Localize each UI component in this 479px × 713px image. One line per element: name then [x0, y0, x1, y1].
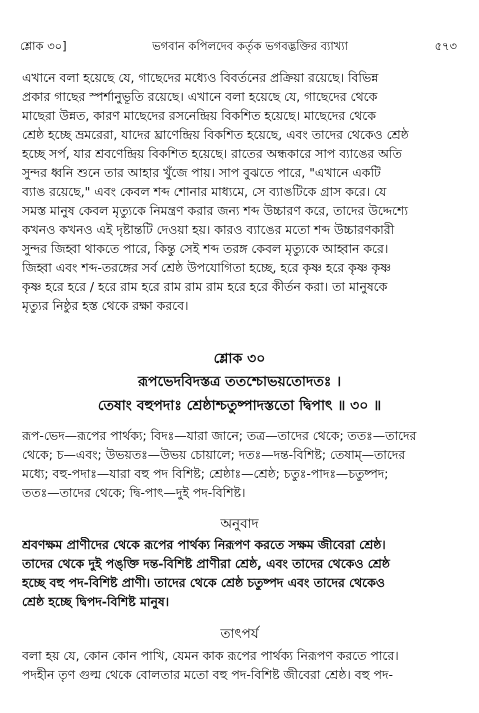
synonyms-line: ততঃ—তাদের থেকে; দ্বি-পাৎ—দুই পদ-বিশিষ্ট।	[22, 485, 246, 500]
header-page-number: ৫৭৩	[434, 39, 457, 53]
header-chapter-title: ভগবান কপিলদেব কর্তৃক ভগবদ্ভক্তির ব্যাখ্যা	[152, 39, 348, 53]
intro-line: মৃত্যুর নিষ্ঠুর হস্ত থেকে রক্ষা করবে।	[22, 298, 189, 313]
intro-line: জিহ্বা এবং শব্দ-তরঙ্গের সর্ব শ্রেষ্ঠ উপযোগিতা হচ্ছে, হরে কৃষ্ণ হরে কৃষ্ণ কৃষ্ণ	[22, 260, 391, 275]
purport-line: বলা হয় যে, কোন কোন পাখি, যেমন কাক রূপের পার্থক্য নিরূপণ করতে পারে।	[22, 648, 399, 663]
synonyms-line: মধ্যে; বহু-পদাঃ—যারা বহু পদ বিশিষ্ট; শ্রেষ্ঠাঃ—শ্রেষ্ঠ; চতুঃ-পাদঃ—চতুষ্পদ;	[22, 466, 389, 481]
translation-heading: অনুবাদ	[220, 516, 259, 532]
purport-line: পদহীন তৃণ গুল্ম থেকে বোলতার মতো বহু পদ-বিশিষ্ট জীবেরা শ্রেষ্ঠ। বহু পদ-	[22, 667, 393, 682]
intro-line: প্রকার গাছের স্পর্শানুভূতি রয়েছে। এখানে বলা হয়েছে যে, গাছেদের থেকে	[22, 89, 378, 104]
intro-line: এখানে বলা হয়েছে যে, গাছেদের মধ্যেও বিবর্তনের প্রক্রিয়া রয়েছে। বিভিন্ন	[22, 70, 379, 85]
purport-heading: তাৎপর্য	[220, 626, 259, 642]
intro-line: কৃষ্ণ হরে হরে / হরে রাম হরে রাম রাম রাম হরে হরে কীর্তন করা। তা মানুষকে	[22, 279, 388, 294]
synonyms-line: রূপ-ভেদ—রূপের পার্থক্য; বিদঃ—যারা জানে; তত্র—তাদের থেকে; ততঃ—তাদের	[22, 428, 417, 443]
translation-line: শ্রবণক্ষম প্রাণীদের থেকে রূপের পার্থক্য নিরূপণ করতে সক্ষম জীবেরা শ্রেষ্ঠ।	[22, 537, 386, 552]
intro-line: কখনও কখনও এই দৃষ্টান্তটি দেওয়া হয়। কারও ব্যাঙের মতো শব্দ উচ্চারণকারী	[22, 222, 395, 237]
translation-line: শ্রেষ্ঠ হচ্ছে দ্বিপদ-বিশিষ্ট মানুষ।	[22, 594, 170, 609]
intro-line: মাছেরা উন্নত, কারণ মাছেদের রসনেন্দ্রিয় বিকশিত হয়েছে। মাছেদের থেকে	[22, 108, 376, 123]
intro-line: ব্যাঙ রয়েছে," এবং কেবল শব্দ শোনার মাধ্যমে, সে ব্যাঙটিকে গ্রাস করে। যে	[22, 184, 387, 199]
translation-line: তাদের থেকে দুই পঙ্‌ক্তি দন্ত-বিশিষ্ট প্রাণীরা শ্রেষ্ঠ, এবং তাদের থেকেও শ্রেষ্ঠ	[22, 556, 390, 571]
synonyms-line: থেকে; চ—এবং; উভয়তঃ—উভয় চোয়ালে; দতঃ—দন্ত-বিশিষ্ট; তেষাম্—তাদের	[22, 447, 406, 462]
verse-line: তেষাং বহুপদাঃ শ্রেষ্ঠাশ্চতুষ্পাদস্ততো দ্বিপাৎ ॥ ৩০ ॥	[97, 398, 382, 414]
intro-line: শ্রেষ্ঠ হচ্ছে ভ্রমরেরা, যাদের ঘ্রাণেন্দ্রিয় বিকশিত হয়েছে, এবং তাদের থেকেও শ্রেষ্ঠ	[22, 127, 409, 142]
intro-line: সুন্দর ধ্বনি শুনে তার আহার খুঁজে পায়। সাপ বুঝতে পারে, "এখানে একটি	[22, 165, 381, 180]
verse-line: রূপভেদবিদস্তত্র ততশ্চোভয়তোদতঃ ।	[137, 374, 342, 390]
intro-line: সমস্ত মানুষ কেবল মৃত্যুকে নিমন্ত্রণ করার জন্য শব্দ উচ্চারণ করে, তাদের উদ্দেশ্যে	[22, 203, 408, 218]
intro-line: সুন্দর জিহ্বা থাকতে পারে, কিন্তু সেই শব্দ তরঙ্গ কেবল মৃত্যুকে আহ্বান করে।	[22, 241, 389, 256]
verse-title: শ্লোক ৩০	[213, 351, 266, 367]
intro-line: হচ্ছে সর্প, যার শ্রবণেন্দ্রিয় বিকশিত হয়েছে। রাতের অন্ধকারে সাপ ব্যাঙের অতি	[22, 146, 402, 161]
header-verse-ref: শ্লোক ৩০]	[20, 39, 67, 53]
translation-line: হচ্ছে বহু পদ-বিশিষ্ট প্রাণী। তাদের থেকে শ্রেষ্ঠ চতুষ্পদ এবং তাদের থেকেও	[22, 575, 385, 590]
